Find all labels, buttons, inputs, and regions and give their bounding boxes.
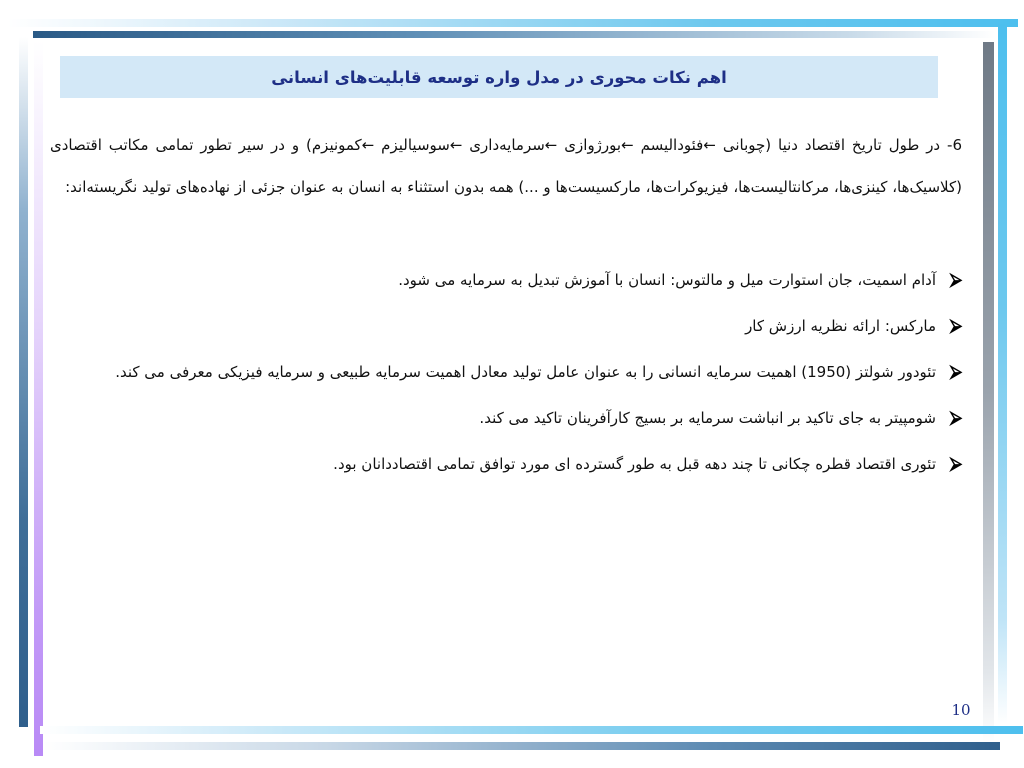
- arrow-bullet-icon: ⮚: [949, 454, 962, 474]
- list-item-text: مارکس: ارائه نظریه ارزش کار: [745, 317, 936, 335]
- list-item-text: تئوری اقتصاد قطره چکانی تا چند دهه قبل به طور گسترده ای مورد توافق تمامی اقتصاددانان بود.: [333, 455, 936, 473]
- right-grey-bar: [983, 42, 994, 742]
- list-item-text: آدام اسمیت، جان استوارت میل و مالتوس: انسان با آموزش تبدیل به سرمایه می شود.: [398, 271, 936, 289]
- title-box: [60, 56, 938, 98]
- left-dark-bar: [19, 37, 28, 727]
- intro-paragraph: 6- در طول تاریخ اقتصاد دنیا (چوبانی ←فئودالیسم ←بورژوازی ←سرمایه‌داری ←سوسیالیزم ←کمونیزم) و در سیر تطور تمامی مکاتب اقتصادی (کلاسیک‌ها، کینزی‌ها، مرکانتالیست‌ها، فیزیوکرات‌ها، مارکسیست‌ها و ...) همه بدون استثناء به انسان به عنوان جزئی از نهاده‌های تولید نگریسته‌اند:: [50, 136, 962, 196]
- top-dark-bar: [33, 31, 995, 38]
- arrow-bullet-icon: ⮚: [949, 362, 962, 382]
- arrow-bullet-icon: ⮚: [949, 316, 962, 336]
- list-item-text: شومپیتر به جای تاکید بر انباشت سرمایه بر بسیج کارآفرینان تاکید می کند.: [479, 409, 936, 427]
- page-number: 10: [951, 701, 971, 719]
- left-violet-bar: [34, 40, 43, 756]
- bottom-dark-bar: [43, 742, 1000, 750]
- slide-body: [50, 124, 962, 490]
- arrow-bullet-icon: ⮚: [949, 408, 962, 428]
- top-light-bar: [8, 19, 1018, 27]
- arrow-bullet-icon: ⮚: [949, 270, 962, 290]
- list-item: [50, 352, 962, 392]
- bullet-list: [50, 260, 962, 484]
- list-item: [50, 306, 962, 346]
- slide-title: اهم نکات محوری در مدل واره توسعه قابلیت‌های انسانی: [271, 67, 727, 87]
- right-blue-bar: [998, 24, 1007, 724]
- list-item-text: تئودور شولتز (1950) اهمیت سرمایه انسانی را به عنوان عامل تولید معادل اهمیت سرمایه طبیعی و سرمایه فیزیکی معرفی می کند.: [115, 363, 936, 381]
- bottom-light-bar: [40, 726, 1023, 734]
- list-item: [50, 398, 962, 438]
- list-item: [50, 444, 962, 484]
- list-item: [50, 260, 962, 300]
